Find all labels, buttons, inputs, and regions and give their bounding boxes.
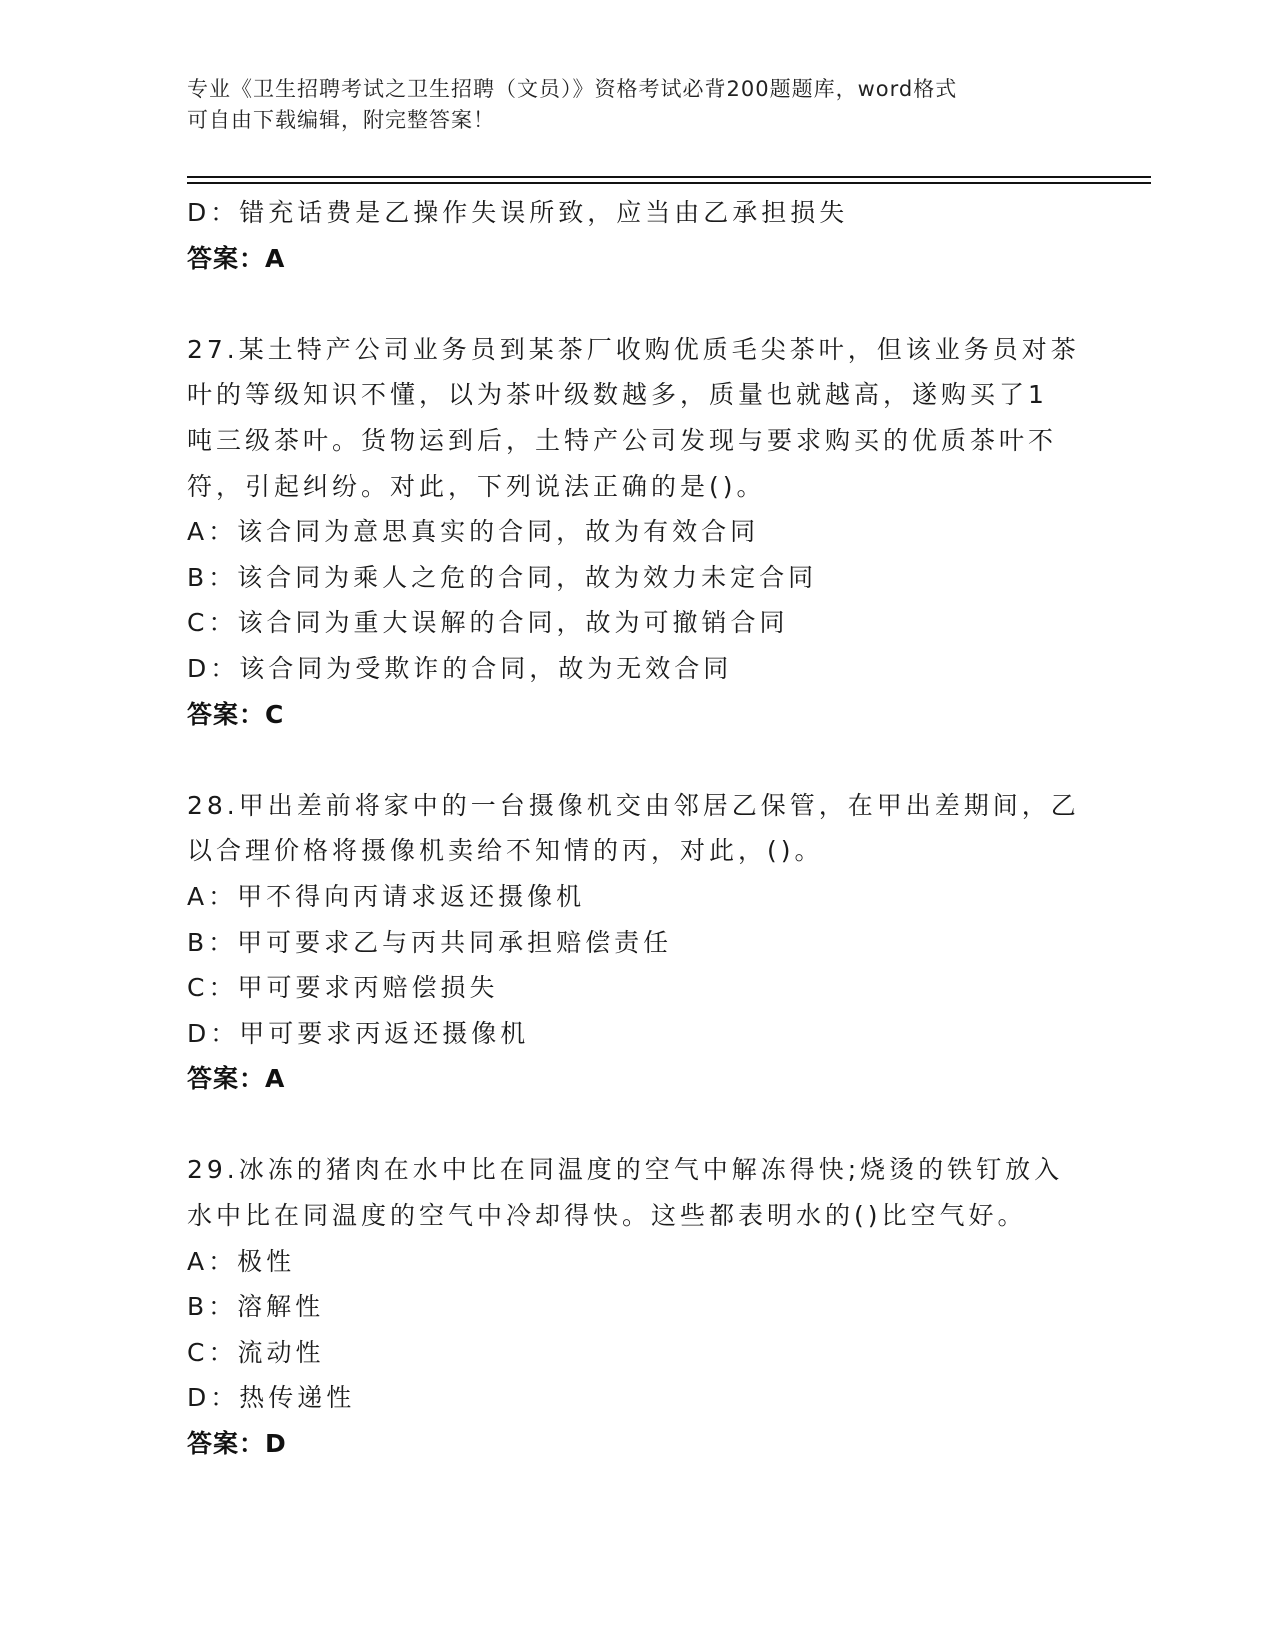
question-text-line: 吨三级茶叶。货物运到后，土特产公司发现与要求购买的优质茶叶不 [187,425,1058,455]
question-27 [187,327,1087,737]
question-29 [187,1147,1087,1466]
question-28 [187,783,1087,1102]
option-c: C：该合同为重大误解的合同，故为可撤销合同 [187,608,789,638]
option-a: A：甲不得向丙请求返还摄像机 [187,881,586,911]
question-text-line: 符，引起纠纷。对此，下列说法正确的是()。 [187,471,766,501]
option-d: D：热传递性 [187,1383,356,1413]
question-text-line: 27.某土特产公司业务员到某茶厂收购优质毛尖茶叶，但该业务员对茶 [187,334,1080,364]
option-b: B：该合同为乘人之危的合同，故为效力未定合同 [187,562,818,592]
question-list [187,190,1087,1467]
option-d: D：甲可要求丙返还摄像机 [187,1018,530,1048]
question-spacer [187,1102,1087,1148]
answer-line: 答案：C [187,699,285,729]
question-text-line: 叶的等级知识不懂，以为茶叶级数越多，质量也就越高，遂购买了1 [187,380,1048,410]
question-text-line: 29.冰冻的猪肉在水中比在同温度的空气中解冻得快;烧烫的铁钉放入 [187,1155,1064,1185]
option-b: B：溶解性 [187,1292,325,1322]
question-text-line: 水中比在同温度的空气中冷却得快。这些都表明水的()比空气好。 [187,1201,1027,1231]
option-c: C：流动性 [187,1337,325,1367]
option-d: D：该合同为受欺诈的合同，故为无效合同 [187,653,733,683]
page-header [187,74,1067,136]
header-line-2: 可自由下载编辑，附完整答案！ [187,108,495,132]
question-text-line: 以合理价格将摄像机卖给不知情的丙，对此，()。 [187,836,824,866]
option-a: A：极性 [187,1246,296,1276]
question-spacer [187,737,1087,783]
question-text-line: 28.甲出差前将家中的一台摄像机交由邻居乙保管，在甲出差期间，乙 [187,790,1080,820]
question-26-tail [187,190,1087,281]
answer-line: 答案：A [187,243,286,273]
option-b: B：甲可要求乙与丙共同承担赔偿责任 [187,927,673,957]
option-d: D：错充话费是乙操作失误所致，应当由乙承担损失 [187,198,849,227]
header-line-1: 专业《卫生招聘考试之卫生招聘（文员）》资格考试必背200题题库，word格式 [187,77,958,101]
answer-line: 答案：A [187,1064,286,1094]
answer-line: 答案：D [187,1429,287,1459]
header-rule-top [187,176,1151,178]
option-a: A：该合同为意思真实的合同，故为有效合同 [187,517,760,547]
question-spacer [187,281,1087,327]
option-c: C：甲可要求丙赔偿损失 [187,973,499,1003]
header-rule-bottom [187,182,1151,184]
